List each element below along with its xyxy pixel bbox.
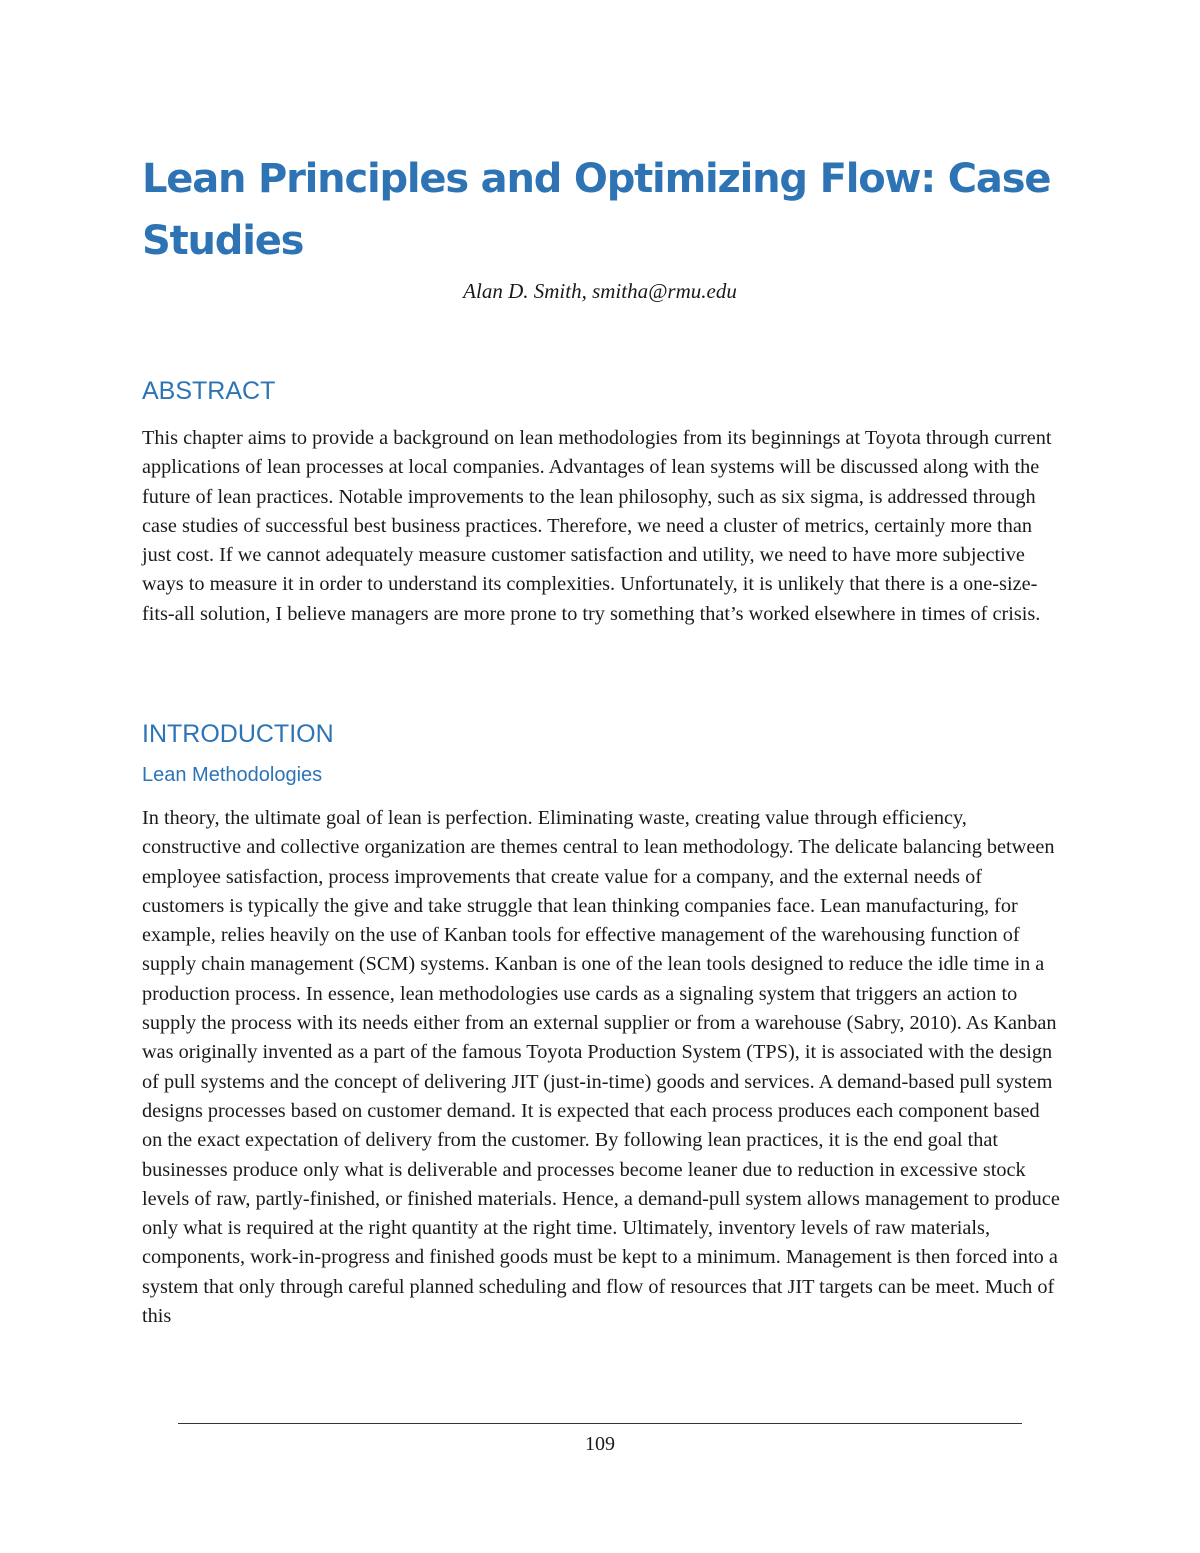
lean-methodologies-heading: Lean Methodologies [142, 764, 323, 786]
abstract-heading: ABSTRACT [142, 377, 276, 405]
page-number: 109 [585, 1433, 615, 1455]
abstract-paragraph: This chapter aims to provide a background on lean methodologies from its beginnings at Toyota through current applications of lean processes at local companies. Advantages of lean systems will be discussed along with the future of lean practices. Notable improvements to the lean philosophy, such as six sigma, is addressed through case studies of successful best business practices. Therefore, we need a cluster of metrics, certainly more than just cost. If we cannot adequately measure customer satisfaction and utility, we need to have more subjective ways to measure it in order to understand its complexities. Unfortunately, it is unlikely that there is a one-size-fits-all solution, I believe managers are more prone to try something that’s worked elsewhere in times of crisis. [142, 427, 1052, 625]
introduction-heading: INTRODUCTION [142, 720, 334, 748]
footer-divider [178, 1423, 1022, 1424]
author-line: Alan D. Smith, smitha@rmu.edu [463, 279, 737, 303]
document-title: Lean Principles and Optimizing Flow: Case Studies [142, 156, 1051, 264]
introduction-paragraph: In theory, the ultimate goal of lean is perfection. Eliminating waste, creating value through efficiency, constructive and collective organization are themes central to lean methodology. The delicate balancing between employee satisfaction, process improvements that create value for a company, and the external needs of customers is typically the give and take struggle that lean thinking companies face. Lean manufacturing, for example, relies heavily on the use of Kanban tools for effective management of the warehousing function of supply chain management (SCM) systems. Kanban is one of the lean tools designed to reduce the idle time in a production process. In essence, lean methodologies use cards as a signaling system that triggers an action to supply the process with its needs either from an external supplier or from a warehouse (Sabry, 2010). As Kanban was originally invented as a part of the famous Toyota Production System (TPS), it is associated with the design of pull systems and the concept of delivering JIT (just-in-time) goods and services. A demand-based pull system designs processes based on customer demand. It is expected that each process produces each component based on the exact expectation of delivery from the customer. By following lean practices, it is the end goal that businesses produce only what is deliverable and processes become leaner due to reduction in excessive stock levels of raw, partly-finished, or finished materials. Hence, a demand-pull system allows management to produce only what is required at the right quantity at the right time. Ultimately, inventory levels of raw materials, components, work-in-progress and finished goods must be kept to a minimum. Management is then forced into a system that only through careful planned scheduling and flow of resources that JIT targets can be meet. Much of this [142, 807, 1060, 1328]
